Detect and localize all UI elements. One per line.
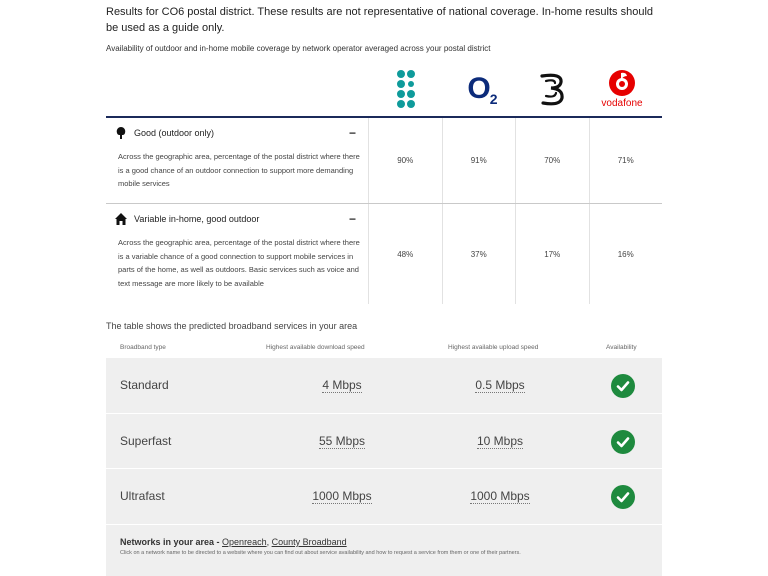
check-icon — [611, 374, 635, 398]
broadband-type: Standard — [120, 378, 169, 392]
coverage-table — [106, 116, 662, 304]
broadband-headers — [106, 344, 662, 358]
header-broadband-type: Broadband type — [120, 344, 166, 351]
coverage-value-o2: 91% — [442, 118, 516, 203]
coverage-value-three: 70% — [515, 118, 589, 203]
vodafone-logo — [597, 66, 647, 112]
collapse-icon[interactable]: − — [348, 212, 356, 226]
networks-note: Click on a network name to be directed to a website where you can find out about service availability and how to request a service from them or one of their partners. — [120, 550, 521, 556]
download-speed[interactable]: 55 Mbps — [318, 433, 366, 448]
o2-logo: $O_2$ — [467, 71, 497, 107]
three-logo — [527, 66, 577, 112]
coverage-value-ee: 90% — [368, 118, 442, 203]
download-speed[interactable]: 1000 Mbps — [312, 489, 372, 503]
tree-icon — [114, 127, 128, 139]
coverage-row-good-outdoor — [106, 118, 662, 204]
upload-speed[interactable]: 1000 Mbps — [470, 489, 530, 503]
upload-speed[interactable]: 10 Mbps — [476, 433, 524, 448]
header-download-speed: Highest available download speed — [266, 344, 365, 351]
coverage-row-variable-inhome — [106, 204, 662, 304]
county-broadband-link[interactable]: County Broadband — [271, 537, 347, 547]
networks-prefix: Networks in your area - — [120, 537, 223, 547]
networks-separator: , — [266, 537, 272, 547]
coverage-value-three: 17% — [515, 204, 589, 304]
table-row — [106, 358, 662, 414]
upload-speed[interactable]: 0.5 Mbps — [475, 378, 525, 392]
check-icon — [611, 430, 635, 454]
ee-logo — [383, 66, 433, 112]
table-row — [106, 414, 662, 470]
intro-text: Results for CO6 postal district. These results are not representative of national coverage. In-home results should be used as a guide only. — [106, 6, 654, 34]
header-availability: Availability — [606, 344, 637, 351]
coverage-caption: Availability of outdoor and in-home mobile coverage by network operator averaged across your postal district — [106, 44, 491, 53]
coverage-label: Good (outdoor only) — [134, 128, 215, 138]
broadband-table — [106, 358, 662, 525]
networks-panel — [106, 525, 662, 576]
coverage-description: Across the geographic area, percentage of the postal district where there is a good chance of an outdoor connection to support more demanding mobile services — [118, 152, 360, 188]
coverage-label: Variable in-home, good outdoor — [134, 214, 260, 224]
coverage-row-header[interactable] — [114, 126, 360, 140]
coverage-value-vodafone: 16% — [589, 204, 663, 304]
coverage-value-o2: 37% — [442, 204, 516, 304]
coverage-value-vodafone: 71% — [589, 118, 663, 203]
broadband-type: Ultrafast — [120, 489, 165, 503]
table-row — [106, 469, 662, 525]
broadband-type: Superfast — [120, 433, 172, 448]
collapse-icon[interactable]: − — [348, 126, 356, 140]
openreach-link[interactable]: Openreach — [222, 537, 267, 547]
broadband-title: The table shows the predicted broadband services in your area — [106, 321, 358, 331]
house-icon — [114, 213, 128, 225]
coverage-value-ee: 48% — [368, 204, 442, 304]
check-icon — [611, 485, 635, 509]
coverage-description: Across the geographic area, percentage of the postal district where there is a variable chance of a good connection to support mobile services in parts of the home, as well as outdoors. Basic services such as voice and text message are more likely to be available — [118, 238, 360, 288]
header-upload-speed: Highest available upload speed — [448, 344, 539, 351]
vodafone-wordmark: vodafone — [601, 98, 643, 109]
download-speed[interactable]: 4 Mbps — [322, 378, 362, 392]
coverage-row-header[interactable] — [114, 212, 360, 226]
